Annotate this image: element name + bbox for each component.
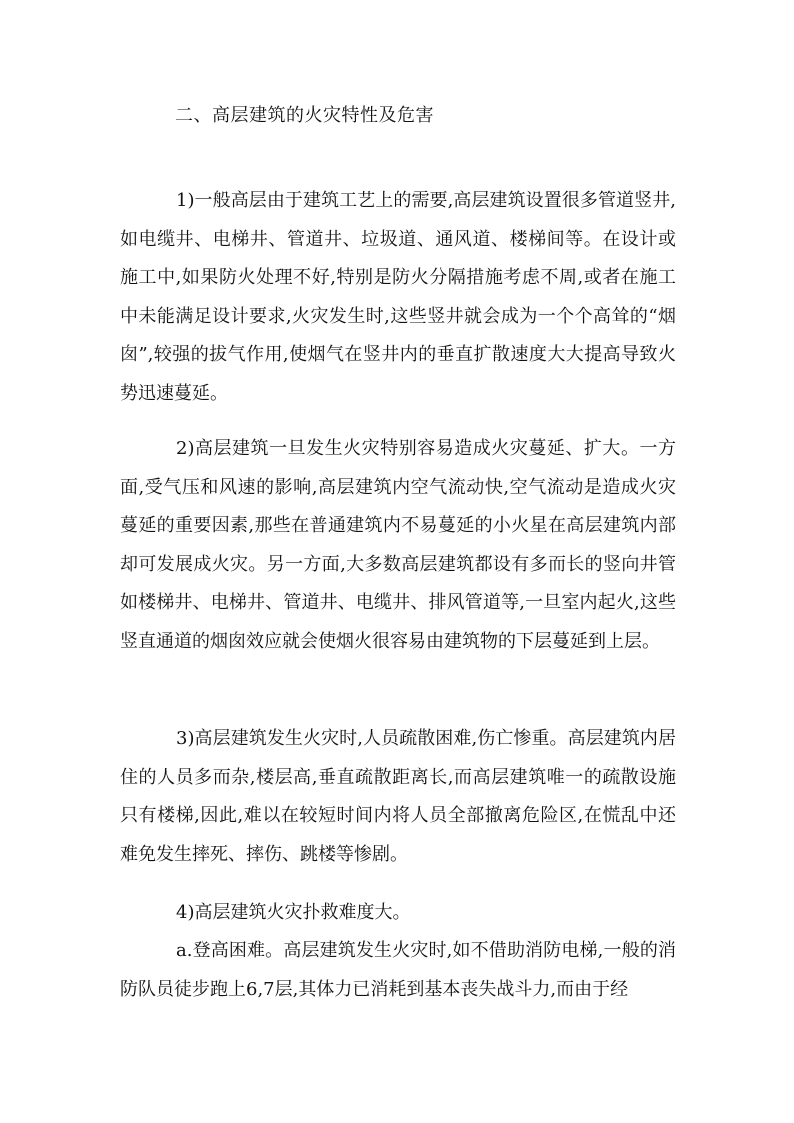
paragraph-1-vertical-shafts: 1)一般高层由于建筑工艺上的需要,高层建筑设置很多管道竖井,如电缆井、电梯井、管道井、垃圾道、通风道、楼梯间等。在设计或施工中,如果防火处理不好,特别是防火分隔措施考虑不周,或者在施工中未能满足设计要求,火灾发生时,这些竖井就会成为一个个高耸的“烟囱”,较强的拔气作用,使烟气在竖井内的垂直扩散速度大大提高导致火势迅速蔓延。	[120, 190, 676, 404]
paragraph-3-evacuation: 3)高层建筑发生火灾时,人员疏散困难,伤亡惨重。高层建筑内居住的人员多而杂,楼层高,垂直疏散距离长,而高层建筑唯一的疏散设施只有楼梯,因此,难以在较短时间内将人员全部撤离危险区,在慌乱中还难免发生摔死、摔伤、跳楼等惨剧。	[120, 728, 676, 865]
paragraph-5-climbing-difficulty: a.登高困难。高层建筑发生火灾时,如不借助消防电梯,一般的消防队员徒步跑上6,7层,其体力已消耗到基本丧失战斗力,而由于经	[120, 940, 676, 1000]
section-heading: 二、高层建筑的火灾特性及危害	[175, 105, 434, 126]
paragraph-2-fire-spread: 2)高层建筑一旦发生火灾特别容易造成火灾蔓延、扩大。一方面,受气压和风速的影响,高层建筑内空气流动快,空气流动是造成火灾蔓延的重要因素,那些在普通建筑内不易蔓延的小火星在高层建筑内部却可发展成火灾。另一方面,大多数高层建筑都设有多而长的竖向井管如楼梯井、电梯井、管道井、电缆井、排风管道等,一旦室内起火,这些竖直通道的烟囱效应就会使烟火很容易由建筑物的下层蔓延到上层。	[120, 438, 676, 652]
paragraph-4-firefighting-difficulty: 4)高层建筑火灾扑救难度大。	[176, 902, 411, 923]
